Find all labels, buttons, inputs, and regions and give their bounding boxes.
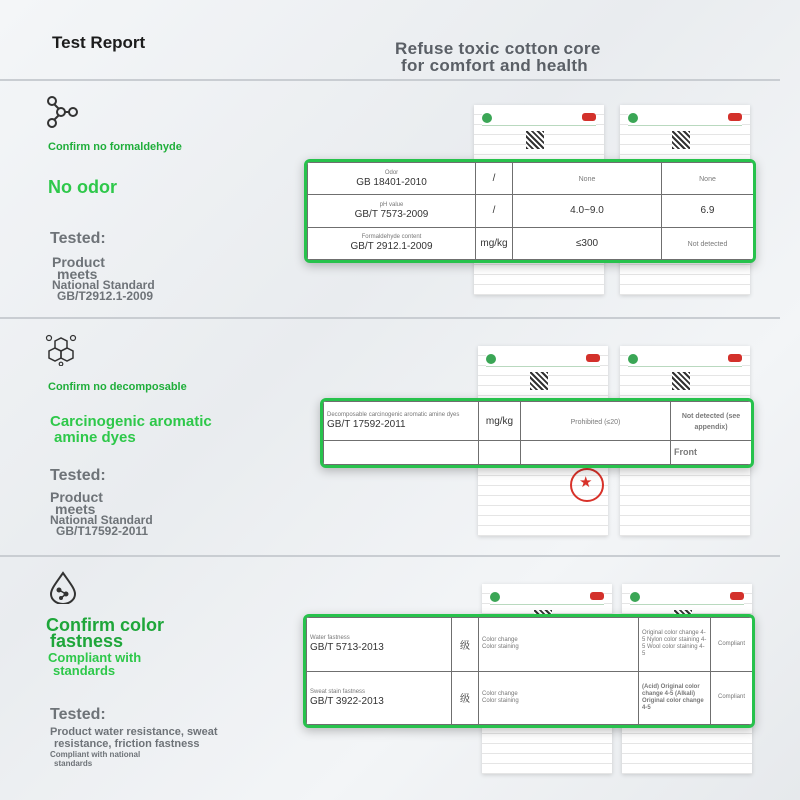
table-row <box>308 195 754 227</box>
result-cell: None <box>699 176 716 184</box>
item-name: Water fastness <box>310 635 350 642</box>
unit-cell: mg/kg <box>479 402 521 441</box>
limit-cell: Prohibited (≤20) <box>570 418 621 426</box>
compliance-label <box>48 651 141 677</box>
divider <box>0 79 780 81</box>
meets-line: GB/T17592-2011 <box>56 524 149 538</box>
page-title: Test Report <box>52 33 146 52</box>
item-name: Sweat stain fastness <box>310 688 366 695</box>
desc-line: standards <box>54 759 93 768</box>
molecule-icon <box>44 94 78 133</box>
red-stamp <box>570 468 604 502</box>
verdict-cell: Compliant <box>717 694 745 701</box>
unit-cell: 级 <box>452 618 479 672</box>
result-cell: Not detected <box>687 240 728 248</box>
headline: No odor <box>48 177 117 197</box>
standard-code: GB/T 3922-2013 <box>310 695 384 707</box>
table-row <box>308 227 754 259</box>
slogan <box>395 40 601 74</box>
test-result-table <box>320 398 754 468</box>
slogan-line-1: Refuse toxic cotton core <box>395 39 601 58</box>
result-cell: 6.9 <box>662 195 754 227</box>
item-name: Decomposable carcinogenic aromatic amine dyes <box>327 412 460 418</box>
limit-cell: Color staining <box>482 697 519 704</box>
headline <box>46 617 164 649</box>
description-text <box>50 726 218 768</box>
standard-code: GB/T 17592-2011 <box>327 419 406 430</box>
tested-label: Tested: <box>50 230 106 247</box>
sub-line: Compliant with <box>48 650 142 665</box>
table-row <box>308 163 754 195</box>
verdict-cell: Compliant <box>717 640 745 647</box>
headline-line: Carcinogenic aromatic <box>50 413 212 430</box>
limit-cell: ≤300 <box>513 227 662 259</box>
item-name: Odor <box>384 169 399 176</box>
note-cell: Front <box>674 447 697 457</box>
table-row <box>307 618 753 672</box>
headline-line: fastness <box>50 631 124 651</box>
divider <box>0 555 780 557</box>
divider <box>0 317 780 319</box>
standard-text <box>52 256 155 302</box>
confirm-label: Confirm no formaldehyde <box>48 141 182 153</box>
meets-line: National Standard <box>52 278 155 292</box>
result-cell: Original color change 4-5 Nylon color staining 4-5 Wool color staining 4-5 <box>642 630 707 658</box>
desc-line: resistance, friction fastness <box>54 738 200 750</box>
meets-line: GB/T2912.1-2009 <box>57 289 154 303</box>
water-drop-molecule-icon <box>46 570 80 609</box>
result-cell: Not detected (see appendix) <box>681 413 741 431</box>
tested-label: Tested: <box>50 706 106 723</box>
table-row <box>307 671 753 725</box>
result-cell: (Acid) Original color change 4-5 (Alkali) Original color change 4-5 <box>642 683 704 711</box>
standard-text <box>50 491 153 537</box>
tested-label: Tested: <box>50 467 106 484</box>
headline <box>50 414 212 446</box>
standard-code: GB/T 5713-2013 <box>310 642 384 654</box>
slogan-line-2: for comfort and health <box>401 56 588 75</box>
meets-line: Product <box>52 254 105 270</box>
headline-line: Confirm color <box>46 615 165 635</box>
meets-line: meets <box>57 266 98 282</box>
item-name: Formaldehyde content <box>361 234 422 241</box>
desc-line: Compliant with national <box>50 750 141 759</box>
table-row <box>324 441 752 465</box>
desc-line: Product water resistance, sweat <box>50 726 218 738</box>
test-result-table <box>303 614 755 728</box>
unit-cell: / <box>476 163 513 195</box>
limit-cell: None <box>578 176 596 184</box>
meets-line: Product <box>50 489 103 505</box>
limit-cell: Color change <box>482 637 518 644</box>
unit-cell: mg/kg <box>476 227 513 259</box>
table-row <box>324 402 752 441</box>
standard-code: GB/T 2912.1-2009 <box>350 241 433 253</box>
limit-cell: 4.0~9.0 <box>513 195 662 227</box>
item-name: pH value <box>379 201 404 208</box>
sub-line: standards <box>53 663 116 678</box>
standard-code: GB 18401-2010 <box>356 176 427 188</box>
limit-cell: Color change <box>482 690 518 697</box>
limit-cell: Color staining <box>482 644 519 651</box>
headline-line: amine dyes <box>54 429 136 446</box>
meets-line: meets <box>55 501 96 517</box>
unit-cell: 级 <box>452 671 479 725</box>
test-result-table <box>304 159 756 263</box>
hexagon-molecule-icon <box>44 332 78 371</box>
standard-code: GB/T 7573-2009 <box>354 208 429 220</box>
confirm-label: Confirm no decomposable <box>48 381 187 393</box>
meets-line: National Standard <box>50 513 153 527</box>
unit-cell: / <box>476 195 513 227</box>
